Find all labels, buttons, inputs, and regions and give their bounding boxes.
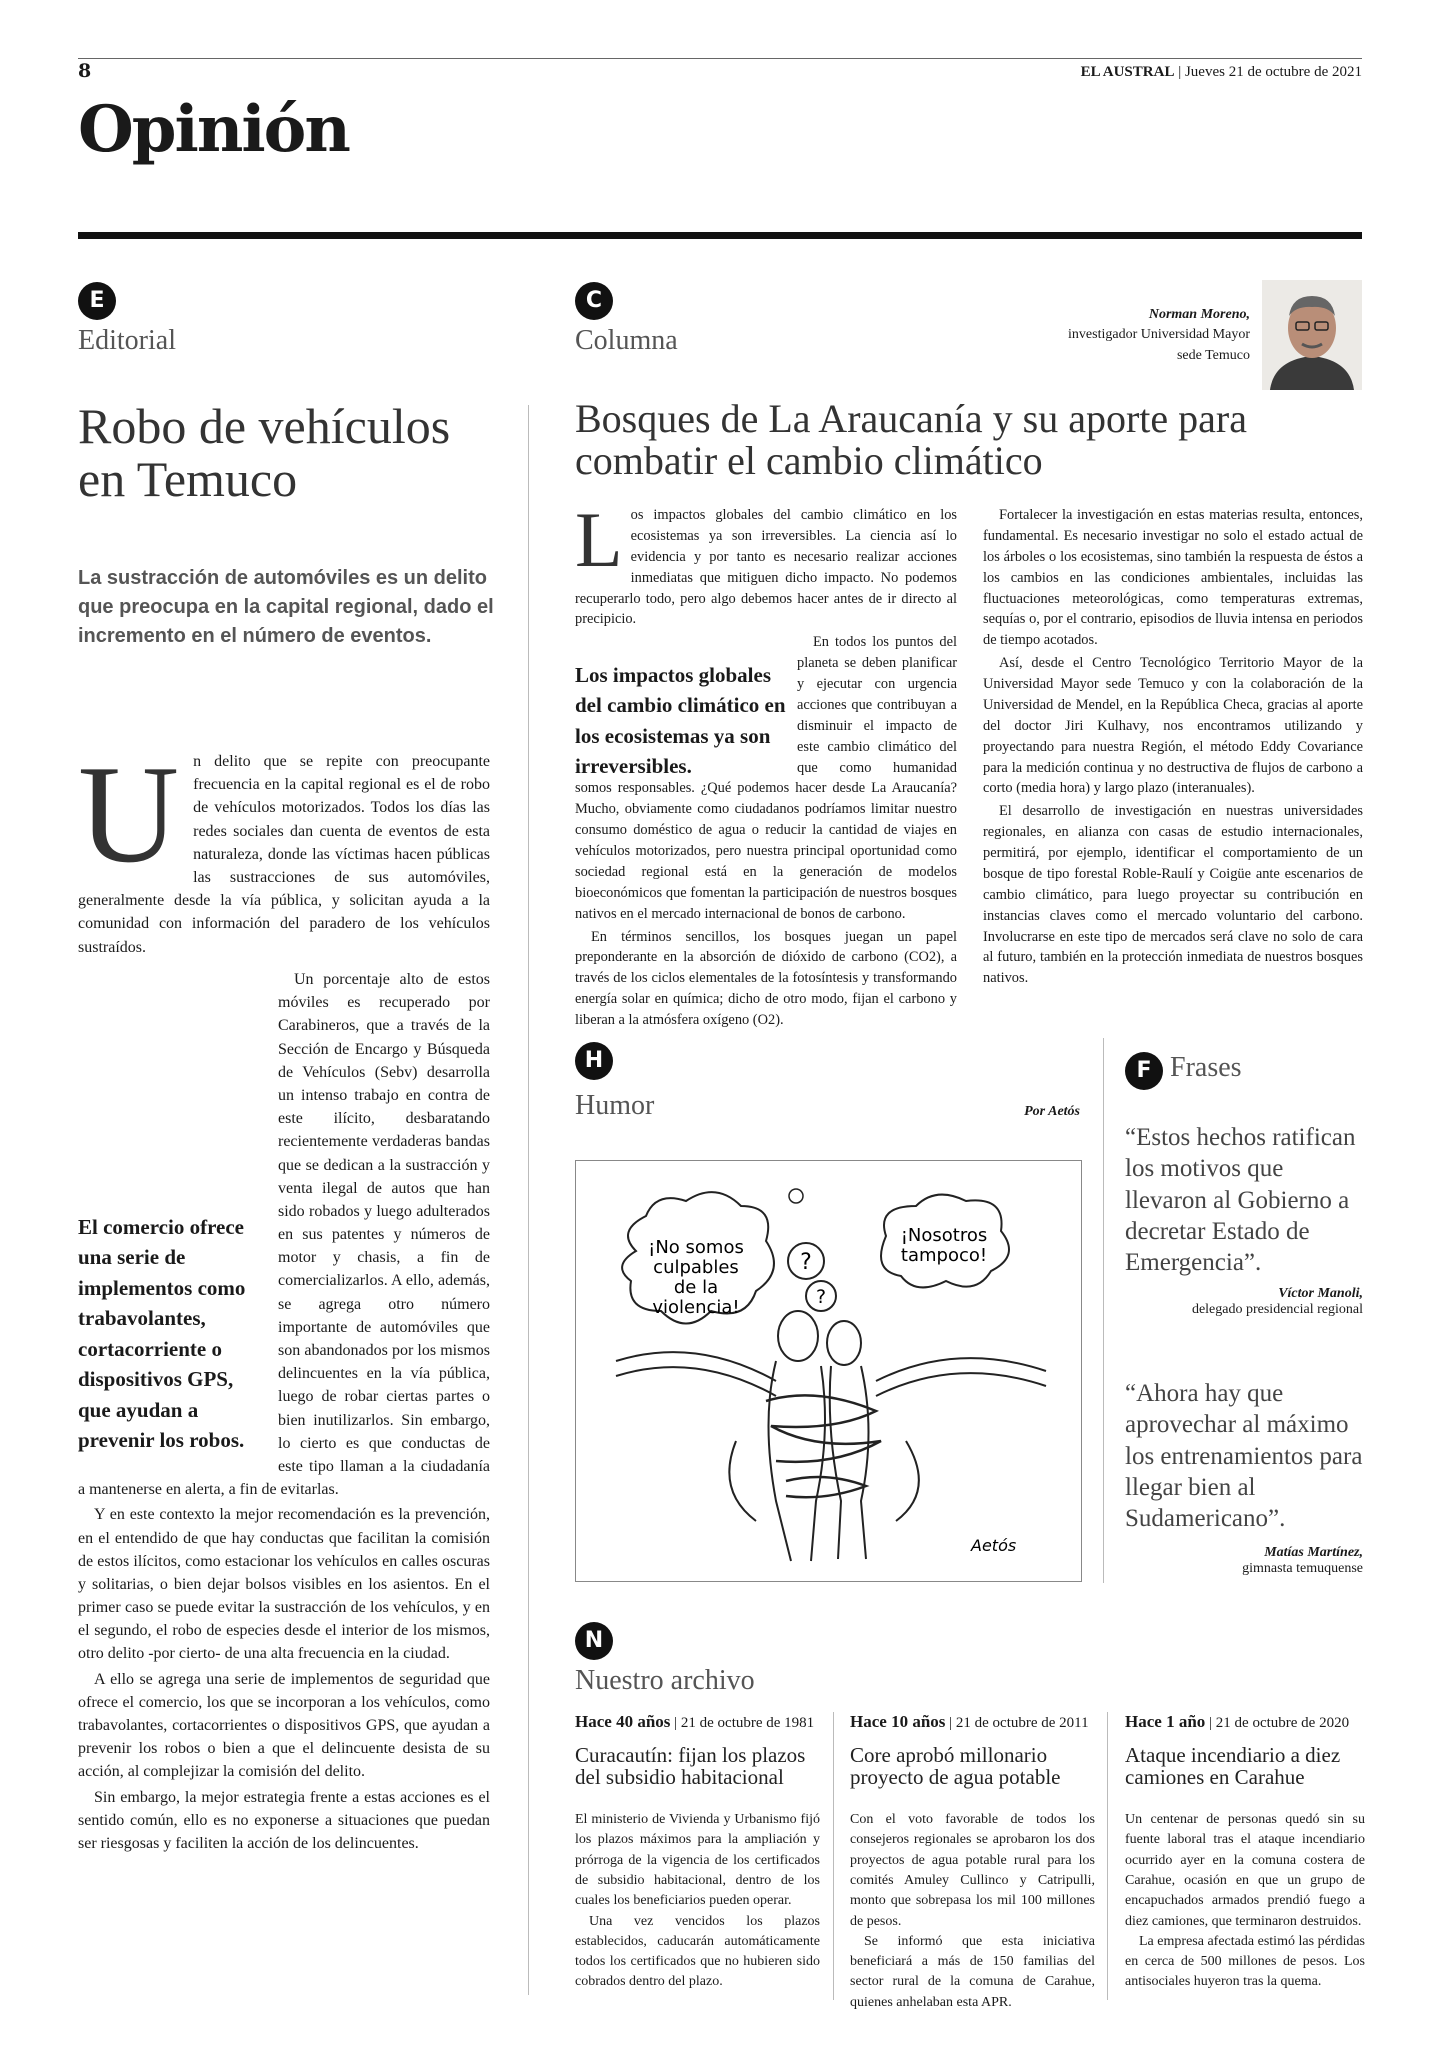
editorial-body-mid (78, 968, 490, 1857)
page-number: 8 (78, 60, 92, 82)
archivo-item-2-date: | 21 de octubre de 2011 (949, 1715, 1089, 1731)
column-paragraph-1: os impactos globales del cambio climático en los ecosistemas ya son irreversibles. La ciencia así lo evidencia y por tanto es necesario realizar acciones inmediatas que mitiguen dicho impacto. No podemos recuperarlo todo, pero algo debemos hacer antes de ir directo al precipicio. (575, 507, 957, 628)
humor-badge: H (575, 1042, 613, 1080)
archivo-item-2 (850, 1712, 1095, 2013)
column-author-role2: sede Temuco (1176, 347, 1250, 363)
editorial-paragraph-3: Y en este contexto la mejor recomendación es la prevención, en el entendido de que hay conductas que facilitan la comisión de estos ilícitos, como estacionar los vehículos en calles oscuras y solitarias, o bien dejar bolsos visibles en los asientos. En el primer caso se puede evitar la sustracción de los vehículos, y en el segundo, el robo de especies desde el interior de los mismos, otro delito -por cierto- de una alta frecuencia en la ciudad. (78, 1506, 490, 1663)
frases-quote-2: “Ahora hay que aprovechar al máximo los entrenamientos para llegar bien al Sudamericano”. (1125, 1380, 1363, 1532)
column-pullquote: Los impactos globales del cambio climático en los ecosistemas ya son irreversibles. (575, 663, 786, 779)
editorial-paragraph-2: Un porcentaje alto de estos móviles es recuperado por Carabineros, que a través de la Sección de Encargo y Búsqueda de Vehículos (Sebv) desarrolla un intenso trabajo en contra de este ilícito, desbaratando recientemente verdaderas bandas que se dedican a la sustracción y venta ilegal de autos que han sido robados y luego adulterados en sus patentes y números de motor y chasis, a fin de comercializarlos. A ello, además, se agrega otro número importante de automóviles que son abandonados por los mismos delincuentes en la vía pública, luego de robar ciertas partes o bien inutilizarlos. Sin embargo, lo cierto es que conductas de este tipo llaman a la ciudadanía a mantenerse en alerta, a fin de evitarlas. (78, 971, 490, 1499)
archivo-separator-2 (1107, 1712, 1108, 2000)
author-photo (1262, 280, 1362, 390)
column-paragraph-5: Así, desde el Centro Tecnológico Territorio Mayor de la Universidad Mayor sede Temuco y con la colaboración de la Universidad de Mendel, en la República Checa, gracias al aporte del doctor Jiri Kulhavy, nos encontramos utilizando y proyectando para nuestra Región, el método Eddy Covariance para la medición continua y no destructiva de flujos de carbono a corto (media hora) y largo plazo (interanuales). (983, 655, 1363, 797)
column-author (980, 305, 1250, 366)
masthead-date: | Jueves 21 de octubre de 2021 (1178, 64, 1362, 80)
archivo-item-3-p1: Un centenar de personas quedó sin su fuente laboral tras el ataque incendiario ocurrido ayer en la comuna costera de Carahue, ocasión en que un grupo de encapuchados armados prendió fuego a diez camiones, que terminaron destruidos. (1125, 1812, 1365, 1929)
frases-quote-1: “Estos hechos ratifican los motivos que llevaron al Gobierno a decretar Estado de Emergencia”. (1125, 1124, 1356, 1276)
archivo-item-3-ago: Hace 1 año (1125, 1712, 1206, 1731)
frases-label: Frases (1170, 1052, 1242, 1083)
editorial-headline: Robo de vehículos en Temuco (78, 398, 451, 507)
editorial-paragraph-4: A ello se agrega una serie de implementos de seguridad que ofrece el comercio, los que se incorporan a los vehículos, como trabavolantes, cortacorrientes o dispositivos GPS, que ayudan a prevenir los robos o bien a que el delincuente desista de su acción, al complejizar la comisión del delito. (78, 1670, 490, 1781)
archivo-item-1 (575, 1712, 820, 1993)
editorial-pullquote: El comercio ofrece una serie de implementos como trabavolantes, cortacorriente o dispositivos GPS, que ayudan a prevenir los robos. (78, 1215, 246, 1453)
column-author-role1: investigador Universidad Mayor (1068, 327, 1250, 343)
archivo-item-1-p2: Una vez vencidos los plazos establecidos, caducarán automáticamente todos los certificados que no hubieren sido cobrados dentro del plazo. (575, 1913, 820, 1990)
frases-separator (1103, 1038, 1104, 1583)
humor-cartoon (575, 1160, 1082, 1582)
frases-badge: F (1125, 1052, 1163, 1090)
archivo-item-2-p2: Se informó que esta iniciativa beneficiará a más de 150 familias del sector rural de la comuna de Carahue, quienes anhelaban esta APR. (850, 1933, 1095, 2010)
editorial-paragraph-1: n delito que se repite con preocupante frecuencia en la capital regional es el de robo de vehículos motorizados. Todos los días las redes sociales dan cuenta de eventos de esta naturaleza, donde las víctimas hacen públicas las sustracciones de sus automóviles, generalmente desde la vía pública, y solicitan ayuda a la comunidad con información del paradero de los vehículos sustraídos. (78, 753, 490, 956)
question-mark-1: ? (800, 1250, 812, 1275)
column-paragraph-6: El desarrollo de investigación en nuestras universidades regionales, en alianza con casas de estudio internacionales, permitirá, por ejemplo, identificar el comportamiento de un bosque de tipo forestal Roble-Raulí y Coigüe ante escenarios de cambio climático, para luego proyectar su contribución en instancias claves como el mercado voluntario del carbono. Involucrarse en este tipo de mercados será clave no solo de cara al futuro, también en la protección inmediata de nuestros bosques nativos. (983, 803, 1363, 987)
editorial-label: Editorial (78, 325, 176, 356)
masthead (1081, 64, 1362, 81)
bubble1-line1: ¡No somos (648, 1237, 744, 1258)
editorial-dropcap: U (78, 737, 180, 892)
archivo-item-3 (1125, 1712, 1365, 1993)
section-title: Opinión (78, 92, 349, 167)
archivo-item-1-date: | 21 de octubre de 1981 (674, 1715, 815, 1731)
archivo-item-1-title: Curacautín: fijan los plazos del subsidio habitacional (575, 1743, 806, 1790)
frases-quote-2-author (1125, 1545, 1363, 1577)
column-paragraph-4: Fortalecer la investigación en estas materias resulta, entonces, fundamental. Es necesario investigar no solo el estado actual de los árboles o los ecosistemas, sino también la respuesta de éstos a los cambios en las condiciones ambientales, incluidas las fluctuaciones meteorológicas, como temperaturas extremas, sequías o, por el contrario, episodios de lluvia intensa en periodos de tiempo acotados. (983, 507, 1363, 649)
archivo-item-1-p1: El ministerio de Vivienda y Urbanismo fijó los plazos máximos para la ampliación y prórroga de la vigencia de los certificados de subsidio habitacional, dentro de los cuales los beneficiarios pueden operar. (575, 1812, 820, 1909)
frases-quote-2-role: gimnasta temuquense (1242, 1561, 1363, 1576)
archivo-item-2-title: Core aprobó millonario proyecto de agua potable (850, 1743, 1061, 1790)
question-mark-2: ? (815, 1286, 827, 1308)
archivo-separator-1 (833, 1712, 834, 2000)
archivo-item-3-p2: La empresa afectada estimó las pérdidas en cerca de 500 millones de pesos. Los antisociales huyeron tras la quema. (1125, 1933, 1365, 1990)
archivo-badge: N (575, 1622, 613, 1660)
section-rule (78, 232, 1362, 239)
column-badge: C (575, 282, 613, 320)
column-body-right (983, 505, 1363, 991)
archivo-item-1-ago: Hace 40 años (575, 1712, 671, 1731)
column-label: Columna (575, 325, 678, 356)
archivo-item-3-title: Ataque incendiario a diez camiones en Carahue (1125, 1743, 1341, 1790)
bubble1-line3: de la (673, 1277, 719, 1298)
top-rule (78, 58, 1362, 59)
humor-label: Humor (575, 1090, 655, 1121)
archivo-item-2-p1: Con el voto favorable de todos los consejeros regionales se aprobaron los dos proyectos de agua potable rural para los comités Amuley Cullinco y Catripulli, monto que sobrepasa los mil 100 millones de pesos. (850, 1812, 1095, 1929)
column-separator (528, 405, 529, 1995)
archivo-item-2-ago: Hace 10 años (850, 1712, 946, 1731)
humor-credit: Por Aetós (1024, 1104, 1080, 1119)
frases-quote-1-role: delegado presidencial regional (1191, 1302, 1363, 1317)
editorial-badge: E (78, 282, 116, 320)
bubble1-line4: violencia! (652, 1297, 740, 1318)
column-headline: Bosques de La Araucanía y su aporte para combatir el cambio climático (575, 396, 1247, 483)
archivo-label: Nuestro archivo (575, 1665, 755, 1696)
frases-quote-1-name: Víctor Manoli, (1278, 1286, 1363, 1301)
archivo-item-3-date: | 21 de octubre de 2020 (1209, 1715, 1350, 1731)
frases-quote-1-author (1125, 1286, 1363, 1318)
column-paragraph-2: En todos los puntos del planeta se deben planificar y ejecutar con urgencia acciones que contribuyan a disminuir el impacto de este cambio climático del que como humanidad somos responsables. ¿Qué podemos hacer desde La Araucanía? Mucho, obviamente como ciudadanos podríamos limitar nuestro consumo doméstico de agua o reducir la cantidad de viajes en vehículos motorizados, pero nuestra principal oportunidad como sociedad regional está en la generación de modelos bioeconómicos que fomentan la participación de nuestros bosques nativos en el mercado internacional de bonos de carbono. (575, 634, 957, 922)
masthead-brand: EL AUSTRAL (1080, 64, 1175, 80)
column-author-name: Norman Moreno, (1148, 307, 1250, 322)
editorial-paragraph-5: Sin embargo, la mejor estrategia frente a estas acciones es el sentido común, ello es no exponerse a situaciones que puedan ser riesgosas y faciliten la acción de los delincuentes. (78, 1788, 490, 1852)
editorial-body-top (78, 737, 490, 961)
frases-quote-2-name: Matías Martínez, (1264, 1545, 1363, 1560)
cartoon-signature: Aetós (971, 1536, 1017, 1555)
bubble2-line1: ¡Nosotros (900, 1225, 988, 1246)
bubble2-line2: tampoco! (900, 1245, 988, 1266)
pullquote-spacer (78, 968, 278, 1458)
bubble1-line2: culpables (653, 1257, 739, 1278)
column-dropcap: L (575, 496, 623, 583)
column-paragraph-3: En términos sencillos, los bosques juegan un papel preponderante en la absorción de dióxido de carbono (CO2), a través de los ciclos elementales de la fotosíntesis y transformando energía solar en química; dicho de otro modo, fijan el carbono y liberan a la atmósfera oxígeno (O2). (575, 928, 957, 1028)
editorial-lead: La sustracción de automóviles es un delito que preocupa en la capital regional, dado el incremento en el número de eventos. (78, 567, 494, 647)
